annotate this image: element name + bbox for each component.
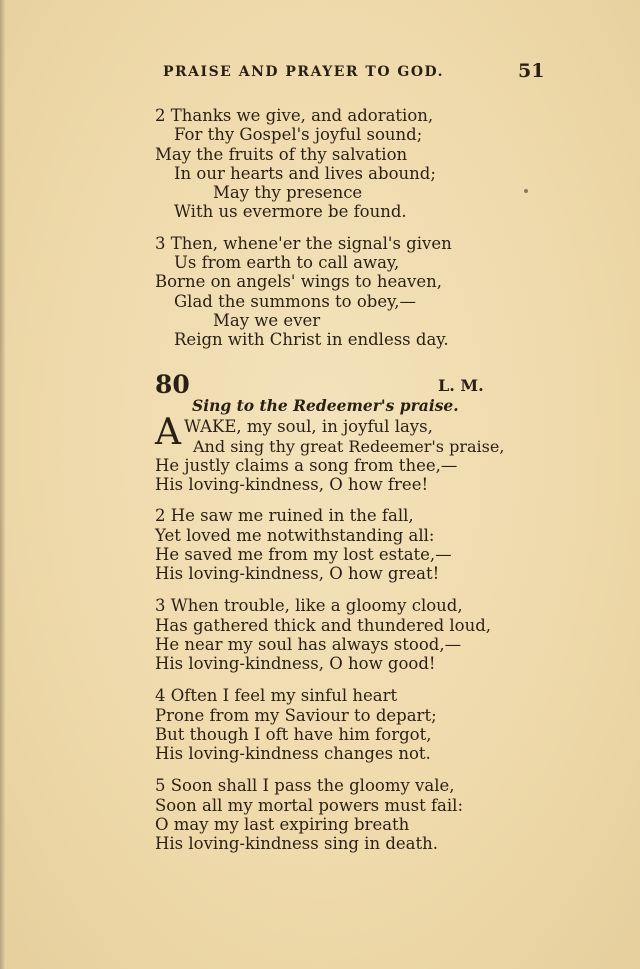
verse-line: And sing thy great Redeemer's praise, [193, 437, 505, 456]
verse-line: Glad the summons to obey,— [174, 292, 416, 311]
drop-cap: A [155, 412, 181, 453]
verse-line: He near my soul has always stood,— [155, 635, 462, 654]
running-header: PRAISE AND PRAYER TO GOD. [163, 64, 445, 80]
verse-line: Us from earth to call away, [174, 253, 400, 272]
verse-line: O may my last expiring breath [155, 815, 410, 834]
hymn-number: 80 [155, 370, 190, 399]
verse-line: 3 Then, whene'er the signal's given [155, 234, 452, 253]
verse-line: Yet loved me notwithstanding all: [155, 526, 435, 545]
verse-line: 3 When trouble, like a gloomy cloud, [155, 596, 463, 615]
verse-line: 2 He saw me ruined in the fall, [155, 506, 414, 525]
hymn-subtitle: Sing to the Redeemer's praise. [192, 396, 459, 415]
verse-line: Soon all my mortal powers must fail: [155, 796, 464, 815]
verse-line: Prone from my Saviour to depart; [155, 706, 437, 725]
verse-line: His loving-kindness, O how good! [155, 654, 436, 673]
verse-line: 2 Thanks we give, and adoration, [155, 106, 434, 125]
verse-line: He justly claims a song from thee,— [155, 456, 458, 475]
verse-line: May thy presence [213, 183, 363, 202]
paper-speck [524, 189, 528, 193]
verse-line: But though I oft have him forgot, [155, 725, 432, 744]
verse-line: Borne on angels' wings to heaven, [155, 272, 443, 291]
verse-line: He saved me from my lost estate,— [155, 545, 452, 564]
hymn-meter: L. M. [438, 376, 484, 395]
verse-line: Reign with Christ in endless day. [174, 330, 449, 349]
verse-line: May the fruits of thy salvation [155, 145, 408, 164]
verse-line: In our hearts and lives abound; [174, 164, 436, 183]
verse-line: With us evermore be found. [174, 202, 407, 221]
verse-line: 5 Soon shall I pass the gloomy vale, [155, 776, 455, 795]
verse-line: Has gathered thick and thundered loud, [155, 616, 492, 635]
verse-line: His loving-kindness changes not. [155, 744, 431, 763]
page-number: 51 [518, 60, 545, 82]
verse-line: WAKE, my soul, in joyful lays, [184, 417, 433, 436]
verse-line: 4 Often I feel my sinful heart [155, 686, 398, 705]
verse-line: May we ever [213, 311, 321, 330]
verse-line: His loving-kindness sing in death. [155, 834, 438, 853]
verse-line: For thy Gospel's joyful sound; [174, 125, 423, 144]
verse-line: His loving-kindness, O how great! [155, 564, 440, 583]
verse-line: His loving-kindness, O how free! [155, 475, 429, 494]
page-spine-edge [0, 0, 6, 969]
